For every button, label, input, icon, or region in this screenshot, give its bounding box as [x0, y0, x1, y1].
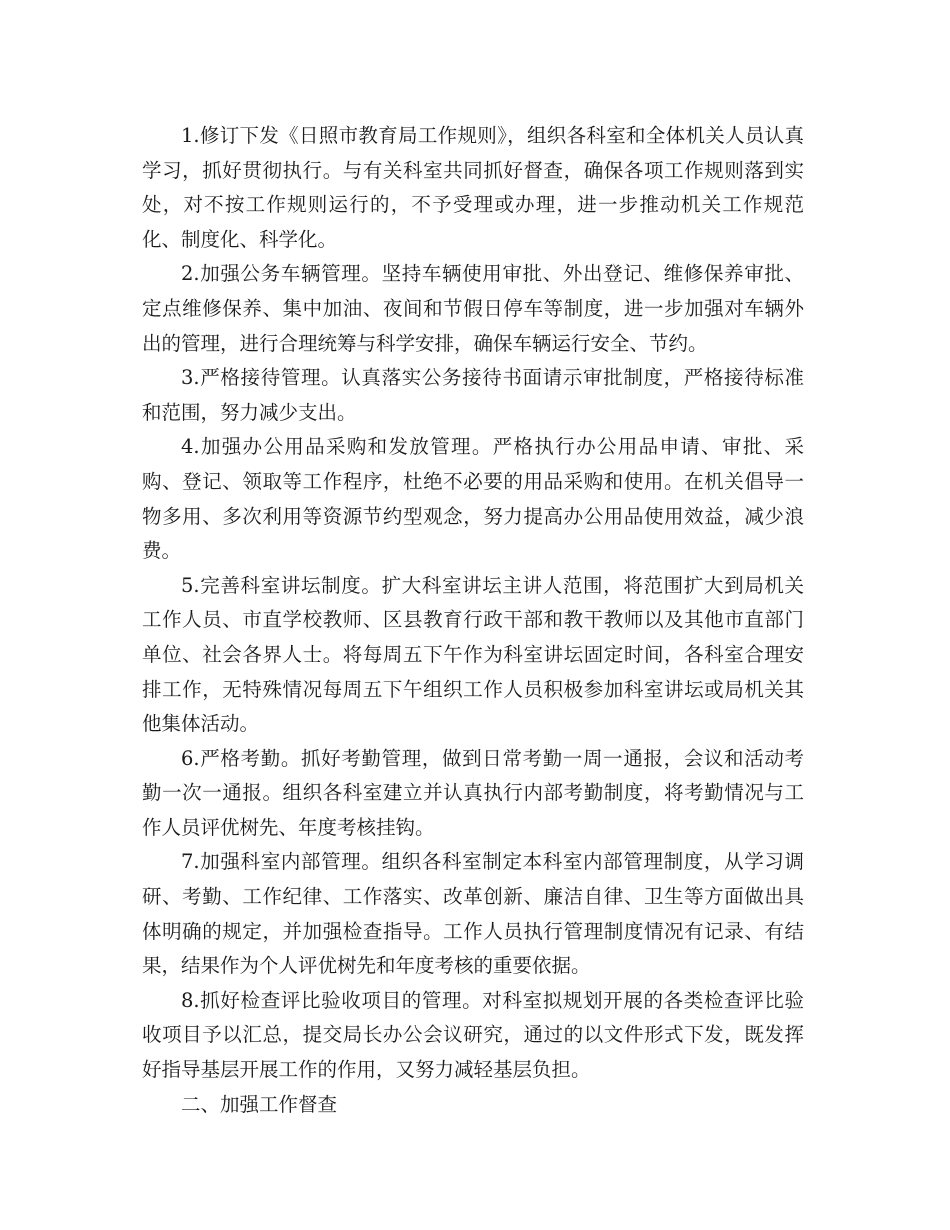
- paragraph-item-1: 1.修订下发《日照市教育局工作规则》，组织各科室和全体机关人员认真学习，抓好贯彻执行。与有关科室共同抓好督查，确保各项工作规则落到实处，对不按工作规则运行的，不予受理或办理，进一步推动机关工作规范化、制度化、科学化。: [142, 124, 804, 251]
- paragraph-item-7: 7.加强科室内部管理。组织各科室制定本科室内部管理制度，从学习调研、考勤、工作纪律、工作落实、改革创新、廉洁自律、卫生等方面做出具体明确的规定，并加强检查指导。工作人员执行管理制度情况有记录、有结果，结果作为个人评优树先和年度考核的重要依据。: [142, 850, 804, 978]
- paragraph-item-4: 4.加强办公用品采购和发放管理。严格执行办公用品申请、审批、采购、登记、领取等工作程序，杜绝不必要的用品采购和使用。在机关倡导一物多用、多次利用等资源节约型观念，努力提高办公用品使用效益，减少浪费。: [142, 435, 804, 563]
- paragraph-item-5: 5.完善科室讲坛制度。扩大科室讲坛主讲人范围，将范围扩大到局机关工作人员、市直学校教师、区县教育行政干部和教干教师以及其他市直部门单位、社会各界人士。将每周五下午作为科室讲坛固定时间，各科室合理安排工作，无特殊情况每周五下午组织工作人员积极参加科室讲坛或局机关其他集体活动。: [142, 573, 804, 736]
- paragraph-item-6: 6.严格考勤。抓好考勤管理，做到日常考勤一周一通报，会议和活动考勤一次一通报。组织各科室建立并认真执行内部考勤制度，将考勤情况与工作人员评优树先、年度考核挂钩。: [142, 746, 804, 839]
- section-heading: 二、加强工作督查: [181, 1092, 338, 1116]
- document-page: [142, 119, 804, 1122]
- paragraph-item-2: 2.加强公务车辆管理。坚持车辆使用审批、外出登记、维修保养审批、定点维修保养、集中加油、夜间和节假日停车等制度，进一步加强对车辆外出的管理，进行合理统筹与科学安排，确保车辆运行安全、节约。: [142, 262, 804, 355]
- paragraph-item-8: 8.抓好检查评比验收项目的管理。对科室拟规划开展的各类检查评比验收项目予以汇总，提交局长办公会议研究，通过的以文件形式下发，既发挥好指导基层开展工作的作用，又努力减轻基层负担。: [142, 988, 804, 1082]
- paragraph-item-3: 3.严格接待管理。认真落实公务接待书面请示审批制度，严格接待标准和范围，努力减少支出。: [142, 366, 804, 424]
